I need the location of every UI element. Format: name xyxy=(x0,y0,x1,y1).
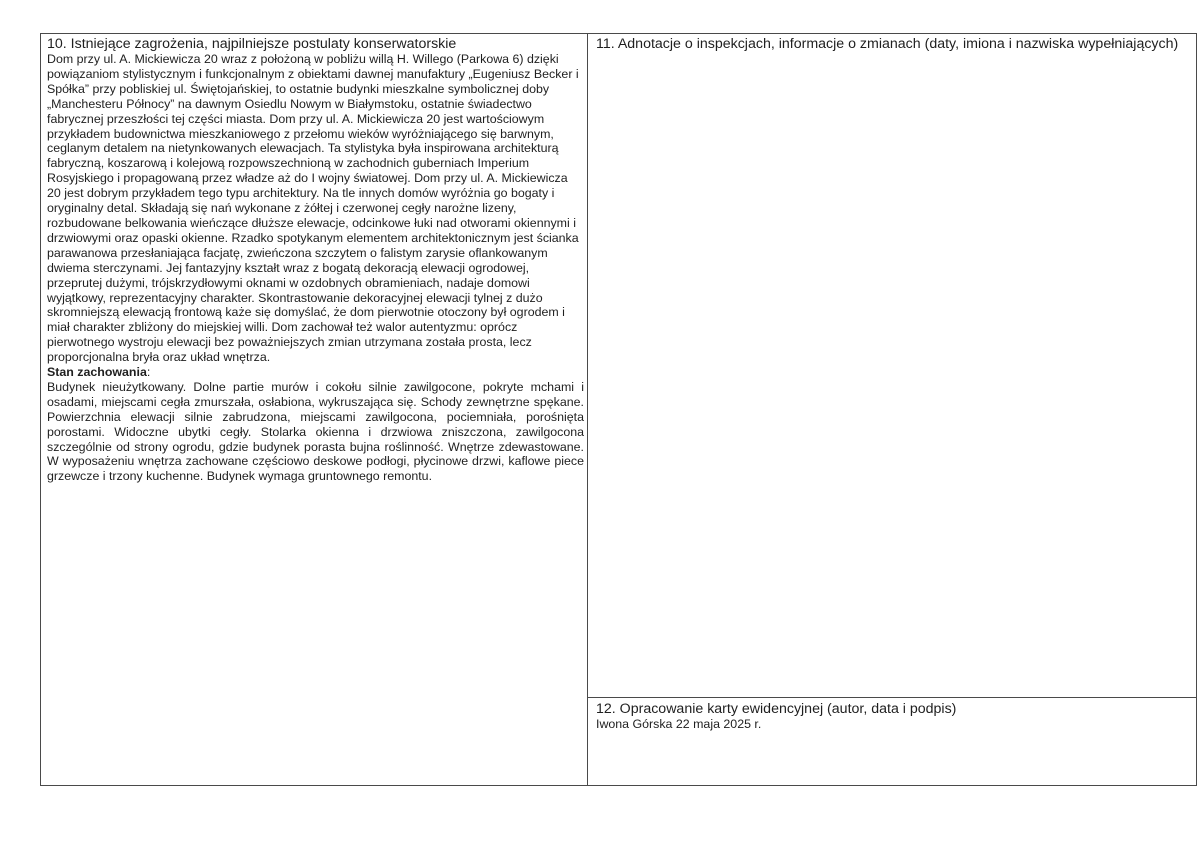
section-12-title: 12. Opracowanie karty ewidencyjnej (autor, data i podpis) xyxy=(596,701,957,717)
condition-heading-line xyxy=(47,365,584,380)
section-10-title: 10. Istniejące zagrożenia, najpilniejsze postulaty konserwatorskie xyxy=(47,36,457,52)
section-11-title: 11. Adnotacje o inspekcjach, informacje o zmianach (daty, imiona i nazwiska wypełniających) xyxy=(596,36,1179,52)
section-10-cell xyxy=(47,36,584,776)
table-border-left xyxy=(40,33,41,786)
table-border-right xyxy=(1196,33,1197,786)
table-border-bottom xyxy=(40,785,1197,786)
condition-text: Budynek nieużytkowany. Dolne partie murów i cokołu silnie zawilgocone, pokryte mchami i osadami, miejscami cegła zmurszała, osłabiona, wykruszająca się. Schody zewnętrzne spękane. Powierzchnia elewacji silnie zabrudzona, miejscami zawilgocona, pociemniała, porośnięta porostami. Widoczne ubytki cegły. Stolarka okienna i drzwiowa zniszczona, zawilgocona szczególnie od strony ogrodu, gdzie budynek porasta bujna roślinność. Wnętrze zdewastowane. W wyposażeniu wnętrza zachowane częściowo deskowe podłogi, płycinowe drzwi, kaflowe piece grzewcze i trzony kuchenne. Budynek wymaga gruntownego remontu. xyxy=(47,379,584,484)
table-row-divider xyxy=(587,697,1197,698)
section-11-cell xyxy=(596,36,1190,53)
condition-heading: Stan zachowania xyxy=(47,365,147,380)
author-line: Iwona Górska 22 maja 2025 r. xyxy=(596,717,762,731)
condition-heading-colon: : xyxy=(146,365,151,380)
table-column-divider xyxy=(587,33,588,786)
table-border-top xyxy=(40,33,1197,34)
section-10-description: Dom przy ul. A. Mickiewicza 20 wraz z położoną w pobliżu willą H. Willego (Parkowa 6) dzięki powiązaniom stylistycznym i funkcjonalnym z obiektami dawnej manufaktury „Eugeniusz Becker i Spółka” przy pobliskiej ul. Świętojańskiej, to ostatnie budynki mieszkalne symbolicznej doby „Manchesteru Północy” na dawnym Osiedlu Nowym w Białymstoku, ostatnie świadectwo fabrycznej przeszłości tej części miasta. Dom przy ul. A. Mickiewicza 20 jest wartościowym przykładem budownictwa mieszkaniowego z przełomu wieków wyróżniającego się barwnym, ceglanym detalem na nietynkowanych elewacjach. Ta stylistyka była inspirowana architekturą fabryczną, koszarową i kolejową rozpowszechnioną w zachodnich guberniach Imperium Rosyjskiego i propagowaną przez władze aż do I wojny światowej. Dom przy ul. A. Mickiewicza 20 jest dobrym przykładem tego typu architektury. Na tle innych domów wyróżnia go bogaty i oryginalny detal. Składają się nań wykonane z żółtej i czerwonej cegły narożne lizeny, rozbudowane belkowania wieńczące dłuższe elewacje, odcinkowe łuki nad otworami okiennymi i drzwiowymi oraz opaski okienne. Rzadko spotykanym elementem architektonicznym jest ścianka parawanowa przesłaniająca facjatę, zwieńczona szczytem o falistym zarysie oflankowanym dwiema sterczynami. Jej fantazyjny kształt wraz z bogatą dekoracją elewacji ogrodowej, przeprutej dużymi, trójskrzydłowymi oknami w ozdobnych obramieniach, nadaje domowi wyjątkowy, reprezentacyjny charakter. Skontrastowanie dekoracyjnej elewacji tylnej z dużo skromniejszą elewacją frontową każe się domyślać, że dom pierwotnie otoczony był ogrodem i miał charakter zbliżony do miejskiej willi. Dom zachował też walor autentyzmu: oprócz pierwotnego wystroju elewacji bez poważniejszych zmian utrzymana została prosta, lecz proporcjonalna bryła oraz układ wnętrza. xyxy=(47,52,579,365)
section-12-cell xyxy=(596,701,1190,732)
